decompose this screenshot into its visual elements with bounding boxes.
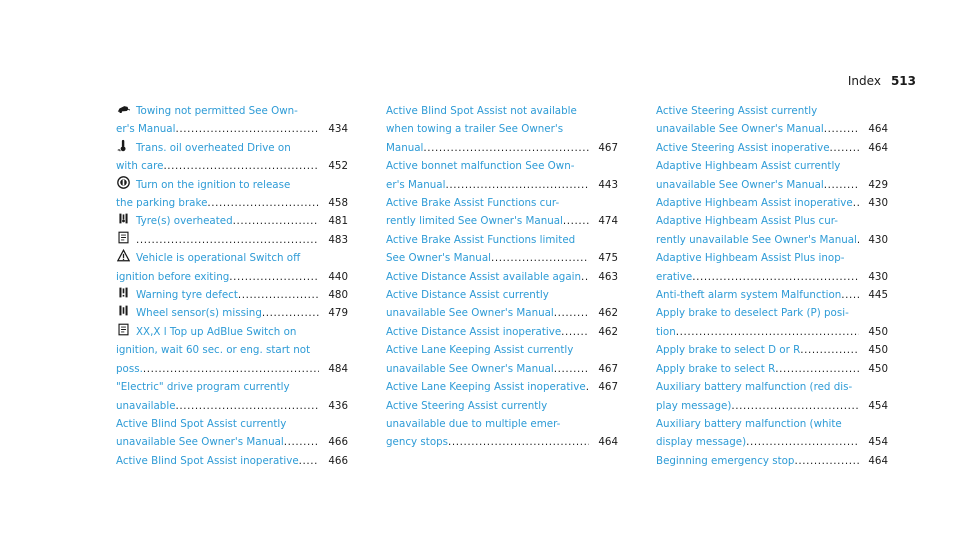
leader-dots xyxy=(238,286,319,304)
entry-page-number: 467 xyxy=(598,141,618,154)
entry-line xyxy=(386,231,618,249)
leader-dots xyxy=(491,249,589,267)
leader-dots xyxy=(775,360,859,378)
entry-text[interactable]: Active Brake Assist Functions limited xyxy=(386,233,576,246)
entry-page-number: 466 xyxy=(328,454,348,467)
entry-line xyxy=(656,231,888,249)
entry-page-number: 430 xyxy=(868,270,888,283)
entry-text[interactable]: Active Blind Spot Assist not available xyxy=(386,105,577,117)
entry-page-number: 450 xyxy=(868,325,888,338)
entry-line xyxy=(386,268,618,286)
index-entry[interactable] xyxy=(386,323,618,341)
entry-text[interactable]: Adaptive Highbeam Assist currently xyxy=(656,160,841,173)
entry-line xyxy=(116,323,348,341)
entry-line xyxy=(116,212,348,230)
leader-dots xyxy=(563,212,589,230)
entry-page-number: 464 xyxy=(868,123,888,136)
leader-dots xyxy=(561,323,589,341)
entry-text[interactable]: Wheel sensor(s) missing xyxy=(136,307,262,320)
entry-text[interactable]: Warning tyre defect xyxy=(136,289,238,302)
entry-text[interactable]: tion xyxy=(656,325,676,338)
entry-line xyxy=(116,249,348,267)
entry-text[interactable]: ignition before exiting xyxy=(116,270,230,283)
entry-page-number: 450 xyxy=(868,362,888,375)
entry-line xyxy=(656,378,888,396)
index-entry[interactable] xyxy=(116,139,348,176)
leader-dots xyxy=(581,268,589,286)
entry-line xyxy=(656,341,888,359)
index-entry[interactable] xyxy=(386,268,618,286)
entry-line xyxy=(386,286,618,304)
entry-line xyxy=(386,212,618,230)
section-title: Index xyxy=(847,74,881,88)
entry-line xyxy=(116,378,348,396)
index-entry[interactable] xyxy=(386,286,618,323)
entry-line xyxy=(386,323,618,341)
leader-dots xyxy=(299,452,319,470)
entry-page-number: 480 xyxy=(328,289,348,302)
entry-line xyxy=(116,231,348,249)
index-entry[interactable] xyxy=(656,249,888,286)
entry-line xyxy=(386,415,618,433)
leader-dots xyxy=(800,341,859,359)
index-entry[interactable] xyxy=(386,397,618,452)
entry-text[interactable]: gency stops xyxy=(386,436,449,449)
index-entry[interactable] xyxy=(656,341,888,359)
entry-line xyxy=(116,139,348,157)
entry-text[interactable]: Adaptive Highbeam Assist Plus cur- xyxy=(656,215,839,228)
entry-page-number: 474 xyxy=(598,215,618,228)
entry-line xyxy=(386,304,618,322)
index-entry[interactable] xyxy=(116,212,348,230)
entry-text[interactable]: unavailable See Owner's Manual xyxy=(656,178,824,191)
index-column-1 xyxy=(116,102,348,470)
entry-text[interactable]: Beginning emergency stop xyxy=(656,454,795,467)
leader-dots xyxy=(794,452,859,470)
tyre-temperature-icon xyxy=(116,212,130,225)
entry-line xyxy=(656,360,888,378)
entry-page-number: 467 xyxy=(598,362,618,375)
entry-line xyxy=(116,415,348,433)
entry-page-number: 436 xyxy=(328,399,348,412)
entry-text[interactable]: unavailable See Owner's Manual xyxy=(656,123,824,136)
leader-dots xyxy=(676,323,859,341)
entry-text[interactable]: display message) xyxy=(656,436,747,449)
entry-line xyxy=(386,157,618,175)
index-entry[interactable] xyxy=(116,378,348,415)
index-entry[interactable] xyxy=(656,452,888,470)
entry-line xyxy=(656,249,888,267)
leader-dots xyxy=(692,268,859,286)
ignition-icon xyxy=(116,176,130,189)
leader-dots xyxy=(229,268,319,286)
entry-line xyxy=(116,286,348,304)
index-entry[interactable] xyxy=(116,323,348,378)
entry-text[interactable]: Active Steering Assist inoperative xyxy=(656,141,830,154)
entry-text[interactable]: Active Blind Spot Assist currently xyxy=(116,417,287,430)
entry-page-number: 450 xyxy=(868,344,888,357)
entry-line xyxy=(656,120,888,138)
leader-dots xyxy=(143,360,319,378)
leader-dots xyxy=(824,176,859,194)
leader-dots xyxy=(554,304,589,322)
index-entry[interactable] xyxy=(656,286,888,304)
entry-text[interactable]: er's Manual xyxy=(116,123,176,136)
entry-page-number: 429 xyxy=(868,178,888,191)
entry-text[interactable]: Active Blind Spot Assist inoperative xyxy=(116,454,299,467)
adblue-icon xyxy=(116,231,130,244)
index-column-3 xyxy=(656,102,888,470)
index-entry[interactable] xyxy=(386,378,618,396)
entry-line xyxy=(386,378,618,396)
index-entry[interactable] xyxy=(656,139,888,157)
towing-car-icon xyxy=(116,102,130,115)
page-header xyxy=(848,74,916,88)
entry-line xyxy=(116,102,348,120)
leader-dots xyxy=(163,157,319,175)
entry-page-number: 484 xyxy=(328,362,348,375)
entry-text[interactable]: Turn on the ignition to release xyxy=(136,178,291,191)
entry-text[interactable]: Manual xyxy=(386,141,424,154)
entry-text[interactable]: unavailable See Owner's Manual xyxy=(386,307,554,320)
leader-dots xyxy=(136,231,319,249)
entry-text[interactable]: ignition, wait 60 sec. or eng. start not xyxy=(116,344,311,357)
entry-line xyxy=(656,415,888,433)
entry-page-number: 462 xyxy=(598,325,618,338)
index-entry[interactable] xyxy=(386,231,618,268)
entry-line xyxy=(656,157,888,175)
index-entry[interactable] xyxy=(116,231,348,249)
leader-dots xyxy=(176,397,319,415)
entry-page-number: 430 xyxy=(868,233,888,246)
entry-text[interactable]: er's Manual xyxy=(386,178,446,191)
entry-text[interactable]: rently limited See Owner's Manual xyxy=(386,215,563,228)
entry-text[interactable]: Apply brake to select D or R xyxy=(656,344,801,357)
entry-text[interactable]: when towing a trailer See Owner's xyxy=(386,123,564,136)
entry-line xyxy=(116,452,348,470)
entry-line xyxy=(386,120,618,138)
entry-line xyxy=(656,397,888,415)
index-entry[interactable] xyxy=(116,102,348,139)
entry-text[interactable]: unavailable due to multiple emer- xyxy=(386,417,561,430)
entry-text[interactable]: unavailable xyxy=(116,399,176,412)
index-entry[interactable] xyxy=(386,194,618,231)
entry-text[interactable]: Active Steering Assist currently xyxy=(656,105,818,117)
entry-page-number: 452 xyxy=(328,160,348,173)
leader-dots xyxy=(824,120,859,138)
entry-line xyxy=(656,304,888,322)
entry-line xyxy=(116,360,348,378)
entry-line xyxy=(116,157,348,175)
entry-text[interactable]: Auxiliary battery malfunction (white xyxy=(656,417,842,430)
entry-line xyxy=(386,139,618,157)
entry-text[interactable]: XX,X l Top up AdBlue Switch on xyxy=(136,325,297,338)
index-entry[interactable] xyxy=(656,212,888,249)
entry-text[interactable]: the parking brake xyxy=(116,197,208,210)
entry-page-number: 483 xyxy=(328,233,348,246)
entry-page-number: 479 xyxy=(328,307,348,320)
entry-line xyxy=(116,176,348,194)
entry-page-number: 475 xyxy=(598,252,618,265)
index-entry[interactable] xyxy=(656,415,888,452)
leader-dots xyxy=(284,433,319,451)
leader-dots xyxy=(841,286,859,304)
tyre-sensor-icon xyxy=(116,304,130,317)
index-entry[interactable] xyxy=(656,360,888,378)
entry-text[interactable]: Tyre(s) overheated xyxy=(136,215,233,228)
entry-text[interactable]: play message) xyxy=(656,399,732,412)
index-entry[interactable] xyxy=(386,341,618,378)
entry-page-number: 463 xyxy=(598,270,618,283)
leader-dots xyxy=(423,139,589,157)
leader-dots xyxy=(445,176,589,194)
entry-text[interactable]: Trans. oil overheated Drive on xyxy=(136,141,291,154)
entry-text[interactable]: Apply brake to deselect Park (P) posi- xyxy=(656,307,849,320)
leader-dots xyxy=(554,360,589,378)
entry-line xyxy=(386,360,618,378)
entry-line xyxy=(386,194,618,212)
index-column-2 xyxy=(386,102,618,452)
entry-line xyxy=(656,268,888,286)
index-entry[interactable] xyxy=(116,176,348,213)
entry-line xyxy=(386,433,618,451)
tyre-warning-icon xyxy=(116,286,130,299)
entry-text[interactable]: Active Brake Assist Functions cur- xyxy=(386,197,560,210)
entry-text[interactable]: Active Lane Keeping Assist currently xyxy=(386,344,574,357)
index-entry[interactable] xyxy=(386,102,618,157)
entry-line xyxy=(386,176,618,194)
entry-page-number: 440 xyxy=(328,270,348,283)
entry-text[interactable]: Anti-theft alarm system Malfunction xyxy=(656,289,842,302)
entry-text[interactable]: "Electric" drive program currently xyxy=(116,381,290,394)
entry-line xyxy=(116,304,348,322)
entry-line xyxy=(656,433,888,451)
entry-line xyxy=(116,120,348,138)
entry-page-number: 454 xyxy=(868,399,888,412)
entry-line xyxy=(656,286,888,304)
entry-line xyxy=(656,323,888,341)
entry-text[interactable]: unavailable See Owner's Manual xyxy=(116,436,284,449)
page-number: 513 xyxy=(890,74,916,88)
entry-line xyxy=(386,341,618,359)
entry-line xyxy=(386,249,618,267)
leader-dots xyxy=(175,120,319,138)
entry-line xyxy=(116,268,348,286)
entry-text[interactable]: Vehicle is operational Switch off xyxy=(136,252,301,265)
index-entry[interactable] xyxy=(656,157,888,194)
entry-line xyxy=(656,452,888,470)
index-entry[interactable] xyxy=(116,415,348,452)
entry-text[interactable]: rently unavailable See Owner's Manual xyxy=(656,233,857,246)
entry-text[interactable]: Apply brake to select R xyxy=(656,362,776,375)
entry-line xyxy=(656,194,888,212)
entry-text[interactable]: See Owner's Manual xyxy=(386,252,491,265)
entry-text[interactable]: Active Distance Assist inoperative xyxy=(386,325,562,338)
entry-page-number: 458 xyxy=(328,197,348,210)
entry-line xyxy=(656,139,888,157)
entry-page-number: 464 xyxy=(868,141,888,154)
index-entry[interactable] xyxy=(116,452,348,470)
entry-text[interactable]: with care xyxy=(116,160,164,173)
entry-page-number: 434 xyxy=(328,123,348,136)
index-entry[interactable] xyxy=(116,304,348,322)
entry-page-number: 445 xyxy=(868,289,888,302)
entry-text[interactable]: poss. xyxy=(116,362,143,375)
entry-page-number: 464 xyxy=(598,436,618,449)
entry-text[interactable]: erative xyxy=(656,270,693,283)
index-entry[interactable] xyxy=(116,249,348,286)
leader-dots xyxy=(233,212,319,230)
entry-page-number: 467 xyxy=(598,381,618,394)
entry-page-number: 443 xyxy=(598,178,618,191)
entry-page-number: 462 xyxy=(598,307,618,320)
entry-text[interactable]: Active Lane Keeping Assist inoperative xyxy=(386,381,586,394)
index-entry[interactable] xyxy=(656,304,888,341)
leader-dots xyxy=(207,194,319,212)
index-entry[interactable] xyxy=(656,194,888,212)
entry-line xyxy=(116,397,348,415)
entry-line xyxy=(386,102,618,120)
leader-dots xyxy=(746,433,859,451)
entry-line xyxy=(116,341,348,359)
entry-text[interactable]: Adaptive Highbeam Assist Plus inop- xyxy=(656,252,845,265)
entry-page-number: 466 xyxy=(328,436,348,449)
warning-triangle-icon xyxy=(116,249,130,262)
index-entry[interactable] xyxy=(656,378,888,415)
entry-page-number: 454 xyxy=(868,436,888,449)
index-entry[interactable] xyxy=(386,157,618,194)
leader-dots xyxy=(731,397,859,415)
entry-line xyxy=(116,433,348,451)
entry-line xyxy=(656,102,888,120)
entry-page-number: 481 xyxy=(328,215,348,228)
entry-text[interactable]: Active Distance Assist available again xyxy=(386,270,582,283)
entry-text[interactable]: Adaptive Highbeam Assist inoperative xyxy=(656,197,853,210)
entry-page-number: 430 xyxy=(868,197,888,210)
index-entry[interactable] xyxy=(116,286,348,304)
entry-line xyxy=(656,176,888,194)
entry-text[interactable]: unavailable See Owner's Manual xyxy=(386,362,554,375)
entry-text[interactable]: Auxiliary battery malfunction (red dis- xyxy=(656,381,853,394)
oil-temperature-icon xyxy=(116,139,130,152)
index-entry[interactable] xyxy=(656,102,888,139)
entry-line xyxy=(116,194,348,212)
entry-text[interactable]: Active Steering Assist currently xyxy=(386,399,548,412)
adblue-icon xyxy=(116,323,130,336)
leader-dots xyxy=(830,139,859,157)
entry-text[interactable]: Towing not permitted See Own- xyxy=(136,105,298,117)
leader-dots xyxy=(262,304,319,322)
entry-line xyxy=(386,397,618,415)
entry-line xyxy=(656,212,888,230)
leader-dots xyxy=(448,433,589,451)
entry-text[interactable]: Active bonnet malfunction See Own- xyxy=(386,160,575,173)
entry-page-number: 464 xyxy=(868,454,888,467)
entry-text[interactable]: Active Distance Assist currently xyxy=(386,289,549,302)
